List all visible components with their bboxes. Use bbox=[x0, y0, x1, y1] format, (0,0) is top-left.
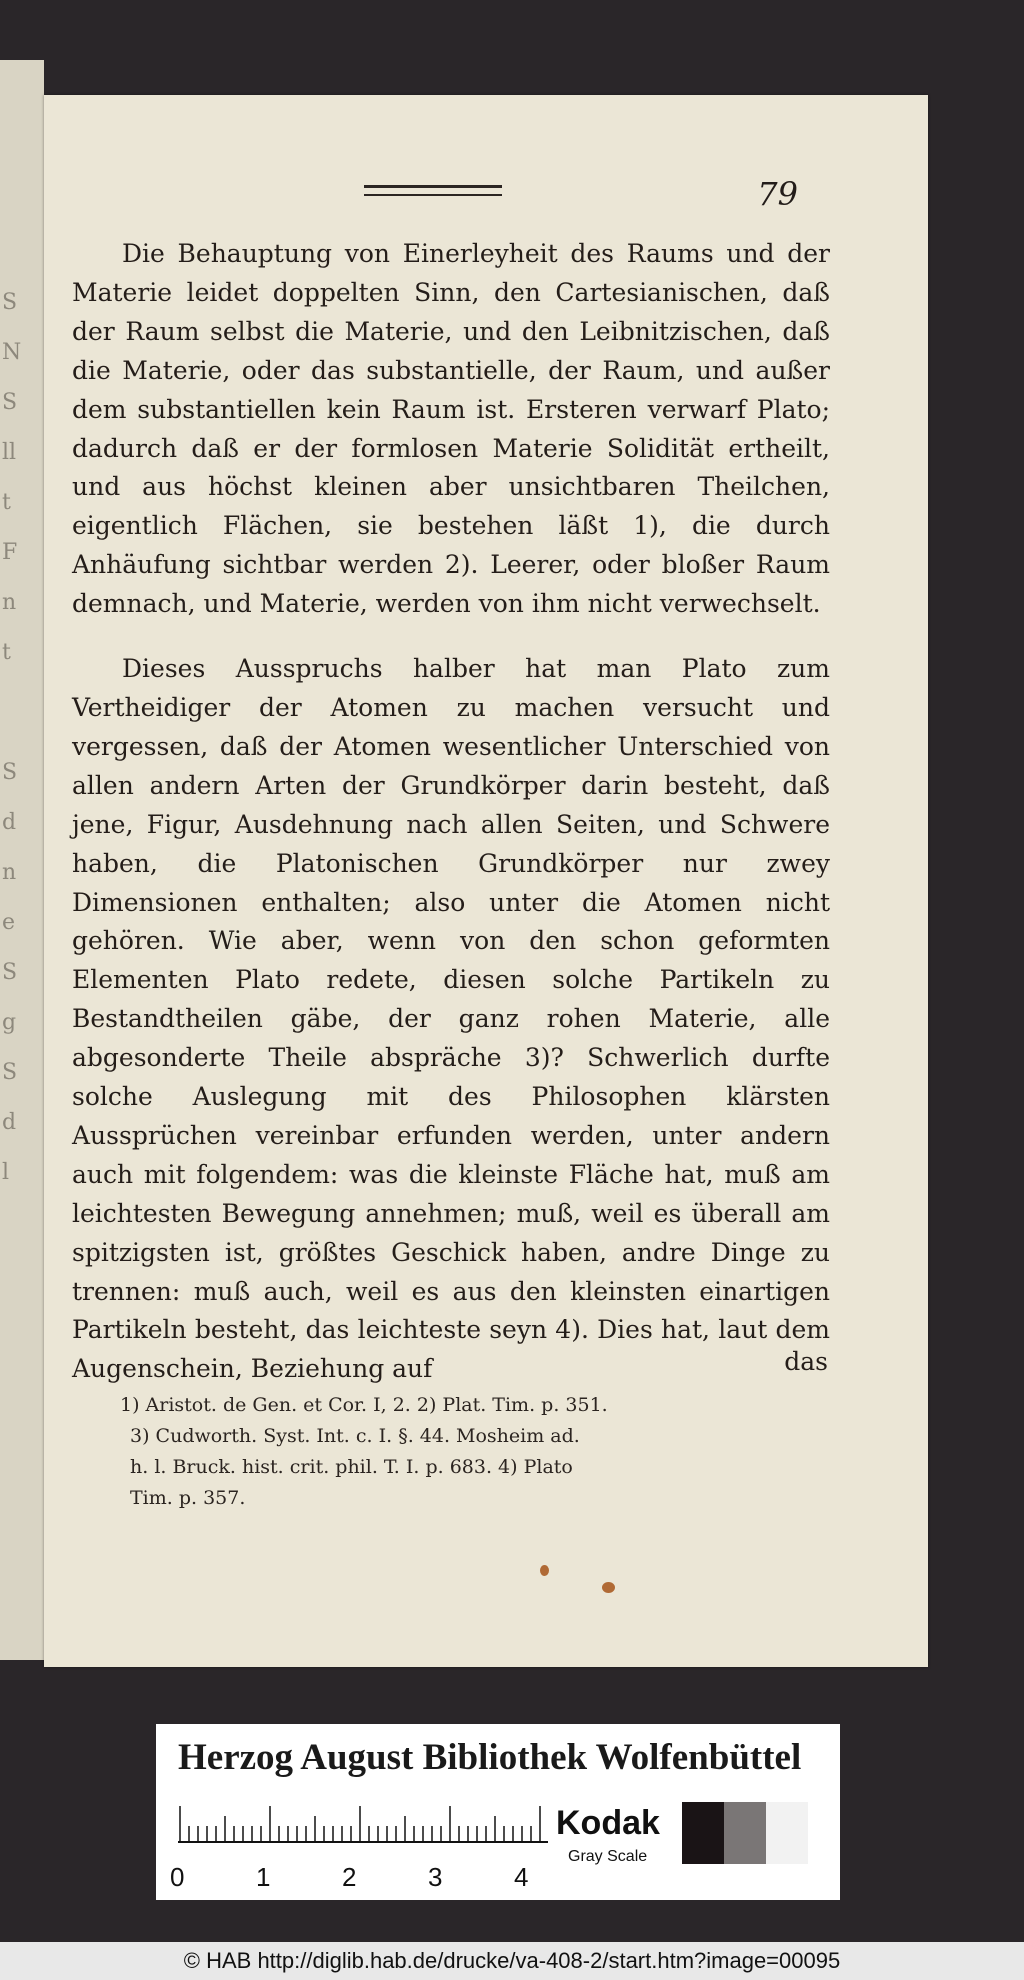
gray-swatch-mid bbox=[724, 1802, 766, 1864]
gray-swatch-dark bbox=[682, 1802, 724, 1864]
institution-name: Herzog August Bibliothek Wolfenbüttel bbox=[178, 1737, 802, 1778]
gray-swatch-light bbox=[766, 1802, 808, 1864]
source-url: © HAB http://diglib.hab.de/drucke/va-408-2/start.htm?image=00095 bbox=[183, 1948, 841, 1973]
footnotes bbox=[120, 1390, 840, 1514]
color-target-card bbox=[156, 1724, 840, 1900]
facing-page-edge: S N S ll t F n t S d n e S g S d l bbox=[0, 60, 44, 1660]
scale-label: 0 bbox=[170, 1862, 185, 1892]
footnote-line: 3) Cudworth. Syst. Int. c. I. §. 44. Mosheim ad. bbox=[130, 1425, 580, 1447]
footnote-line: 1) Aristot. de Gen. et Cor. I, 2. 2) Plat. Tim. p. 351. bbox=[120, 1394, 608, 1416]
source-footer bbox=[0, 1942, 1024, 1980]
footnote-line: Tim. p. 357. bbox=[130, 1487, 246, 1509]
scale-label: 2 bbox=[342, 1862, 357, 1892]
header-rule bbox=[364, 185, 502, 196]
scale-label: 4 bbox=[514, 1862, 529, 1892]
scale-label: 3 bbox=[428, 1862, 443, 1892]
kodak-logo: Kodak bbox=[556, 1804, 660, 1842]
page-number: 79 bbox=[757, 175, 798, 213]
scale-label: 1 bbox=[256, 1862, 271, 1892]
paper-stain bbox=[540, 1565, 549, 1576]
book-page bbox=[44, 95, 928, 1667]
paper-stain bbox=[602, 1582, 615, 1593]
gray-scale-label: Gray Scale bbox=[568, 1848, 648, 1865]
footnote-line: h. l. Bruck. hist. crit. phil. T. I. p. 683. 4) Plato bbox=[130, 1456, 573, 1478]
scale-ruler bbox=[178, 1804, 548, 1844]
paragraph-2: Dieses Ausspruchs halber hat man Plato zum Vertheidiger der Atomen zu machen versucht und vergessen, daß der Atomen wesentlicher Unterschied von allen andern Arten der Grundkörper darin besteht, daß jene, Figur, Ausdehnung nach allen Seiten, und Schwere haben, die Platonischen Grundkörper nur zwey Dimensionen enthalten; also unter die Atomen nicht gehören. Wie aber, wenn von den schon geformten Elementen Plato redete, diesen solche Partikeln zu Bestandtheilen gäbe, der ganz rohen Materie, alle abgesonderte Theile abspräche 3)? Schwerlich durfte solche Auslegung mit des Philosophen klärsten Aussprüchen vereinbar erfunden werden, unter andern auch mit folgendem: was die kleinste Fläche hat, muß am leichtesten Bewegung annehmen; muß, weil es überall am spitzigsten ist, größtes Geschick haben, andre Dinge zu trennen: muß auch, weil es aus den kleinsten einartigen Partikeln besteht, das leichteste seyn 4). Dies hat, laut dem Augenschein, Beziehung auf bbox=[72, 654, 830, 1384]
catchword: das bbox=[784, 1347, 828, 1376]
paragraph-1: Die Behauptung von Einerleyheit des Raums und der Materie leidet doppelten Sinn, den Cartesianischen, daß der Raum selbst die Materie, und den Leibnitzischen, daß die Materie, oder das substantielle, der Raum, und außer dem substantiellen kein Raum ist. Ersteren verwarf Plato; dadurch daß er der formlosen Materie Solidität ertheilt, und aus höchst kleinen aber unsichtbaren Theilchen, eigentlich Flächen, sie bestehen läßt 1), die durch Anhäufung sichtbar werden 2). Leerer, oder bloßer Raum demnach, und Materie, werden von ihm nicht verwechselt. bbox=[72, 239, 830, 619]
body-text bbox=[72, 235, 830, 1389]
